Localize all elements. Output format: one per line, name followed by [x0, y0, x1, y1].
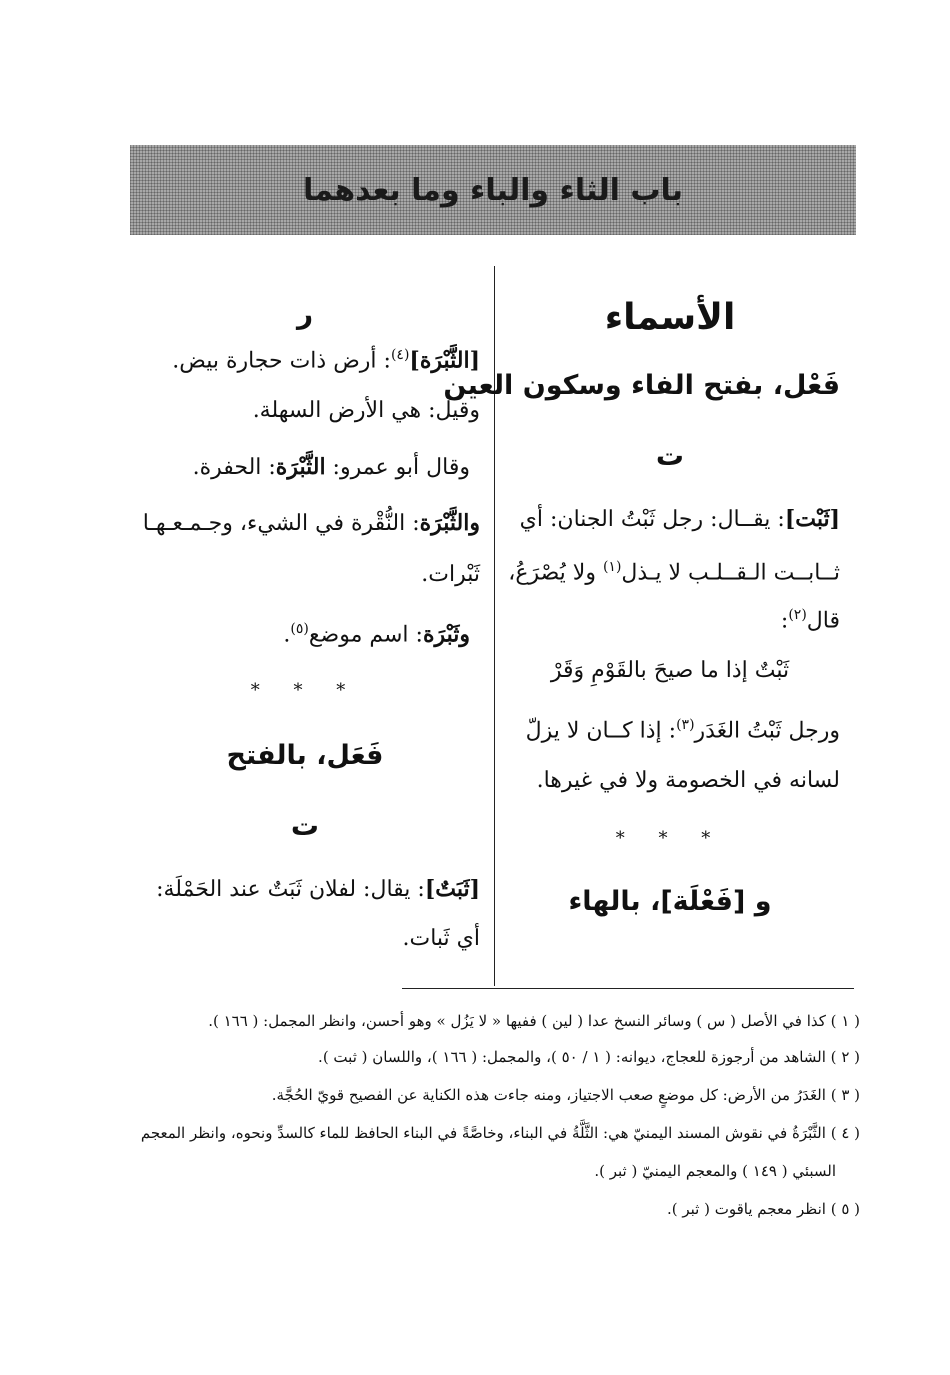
footnote-3: ( ٣ ) الغَدَرُ من الأرض: كل موضعٍ صعب الاجتياز، ومنه جاءت هذه الكناية عن الفصيح قويّ الحُجَّة.	[271, 1086, 860, 1104]
footnote-separator	[402, 988, 854, 989]
entry-thabra-line6: وثَبْرَة: اسم موضع$^{(٥)}$.	[283, 621, 470, 648]
footnote-2: ( ٢ ) الشاهد من أرجوزة للعجاج، ديوانه: ( ١ / ٥٠ )، والمجمل: ( ١٦٦ )، واللسان ( ثبت ).	[318, 1048, 860, 1066]
section-stars: * * *	[615, 828, 725, 849]
footnote-ref-1: (١)	[602, 559, 622, 575]
subheading-faal: فَعْل، بفتح الفاء وسكون العين	[443, 370, 840, 401]
entry-thabra-line2: وقيل: هي الأرض السهلة.	[252, 398, 480, 423]
entry-ghadar-line1: ورجل ثَبْتُ الغَدَر$^{(٣)}$: إذا كــان لا يزلّ	[525, 717, 840, 744]
letter-ta: ت	[655, 439, 685, 472]
entry-thabt-line1: [ثَبْت]: يقــال: رجل ثَبْتُ الجنان: أي	[519, 506, 840, 532]
entry-ghadar-line2: لسانه في الخصومة ولا في غيرها.	[536, 768, 840, 793]
footnote-ref-5: (٥)	[290, 621, 309, 637]
entry-thabt-line2: ثــابــت الـقــلـب لا يـذل$^{(١)}$ ولا يُصْرَعُ،	[508, 559, 840, 586]
footnote-ref-4: (٤)	[390, 347, 410, 363]
entry-thabra-line5: ثَبْرات.	[421, 562, 480, 587]
heading-asmaa: الأسماء	[604, 297, 736, 338]
letter-ta: ت	[290, 809, 320, 842]
entry-headword: [ثَبْت]	[784, 506, 840, 532]
footnote-5: ( ٥ ) انظر معجم ياقوت ( ثبر ).	[666, 1200, 860, 1218]
entry-thabt-line3: قال$^{(٢)}$:	[780, 607, 840, 634]
footnote-4-continued: السبئي ( ١٤٩ ) والمعجم اليمنيّ ( ثبر ).	[594, 1162, 836, 1180]
section-header-band	[130, 145, 856, 235]
footnote-ref-3: (٣)	[676, 717, 695, 733]
entry-headword: [الثَّبْرَة]	[409, 347, 480, 374]
subheading-faal-fath: فَعَل، بالفتح	[226, 740, 384, 771]
footnote-ref-2: (٢)	[788, 607, 807, 623]
section-stars: * * *	[250, 680, 360, 701]
verse-line: ثَبْتٌ إذا ما صيحَ بالقَوْمِ وَقَرْ	[550, 658, 790, 683]
entry-thabra-line3: وقال أبو عمرو: الثَّبْرَة: الحفرة.	[192, 454, 470, 480]
subheading-faala: و [فَعْلَة]، بالهاء	[568, 886, 772, 917]
entry-thabra-line4: والثَّبْرَة: النُّقْرة في الشيء، وجـمـعـهـا	[142, 510, 480, 536]
entry-headword: [ثَبَتٌ]	[424, 876, 480, 902]
section-title: باب الثاء والباء وما بعدهما	[302, 172, 684, 208]
entry-thabra-line1: [الثَّبْرَة]$^{(٤)}$: أرض ذات حجارة بيض.	[172, 347, 480, 374]
footnote-1: ( ١ ) كذا في الأصل ( س ) وسائر النسخ عدا ( لين ) ففيها « لا يَزُل » وهو أحسن، وانظر المجمل: ( ١٦٦ ).	[208, 1012, 860, 1030]
footnote-4: ( ٤ ) الثَّبْرَةُ في نقوش المسند اليمنيّ هي: الثَّلَّةُ في البناء، وخاصَّةً في البناء الحافظ للماء كالسدِّ ونحوه، وانظر المعجم	[140, 1124, 860, 1142]
entry-thabat-line1: [ثَبَتٌ]: يقال: لفلان ثَبَتٌ عند الحَمْلَة:	[156, 876, 480, 902]
entry-thabat-line2: أي ثَبات.	[402, 926, 480, 951]
letter-ra: ر	[296, 297, 314, 330]
